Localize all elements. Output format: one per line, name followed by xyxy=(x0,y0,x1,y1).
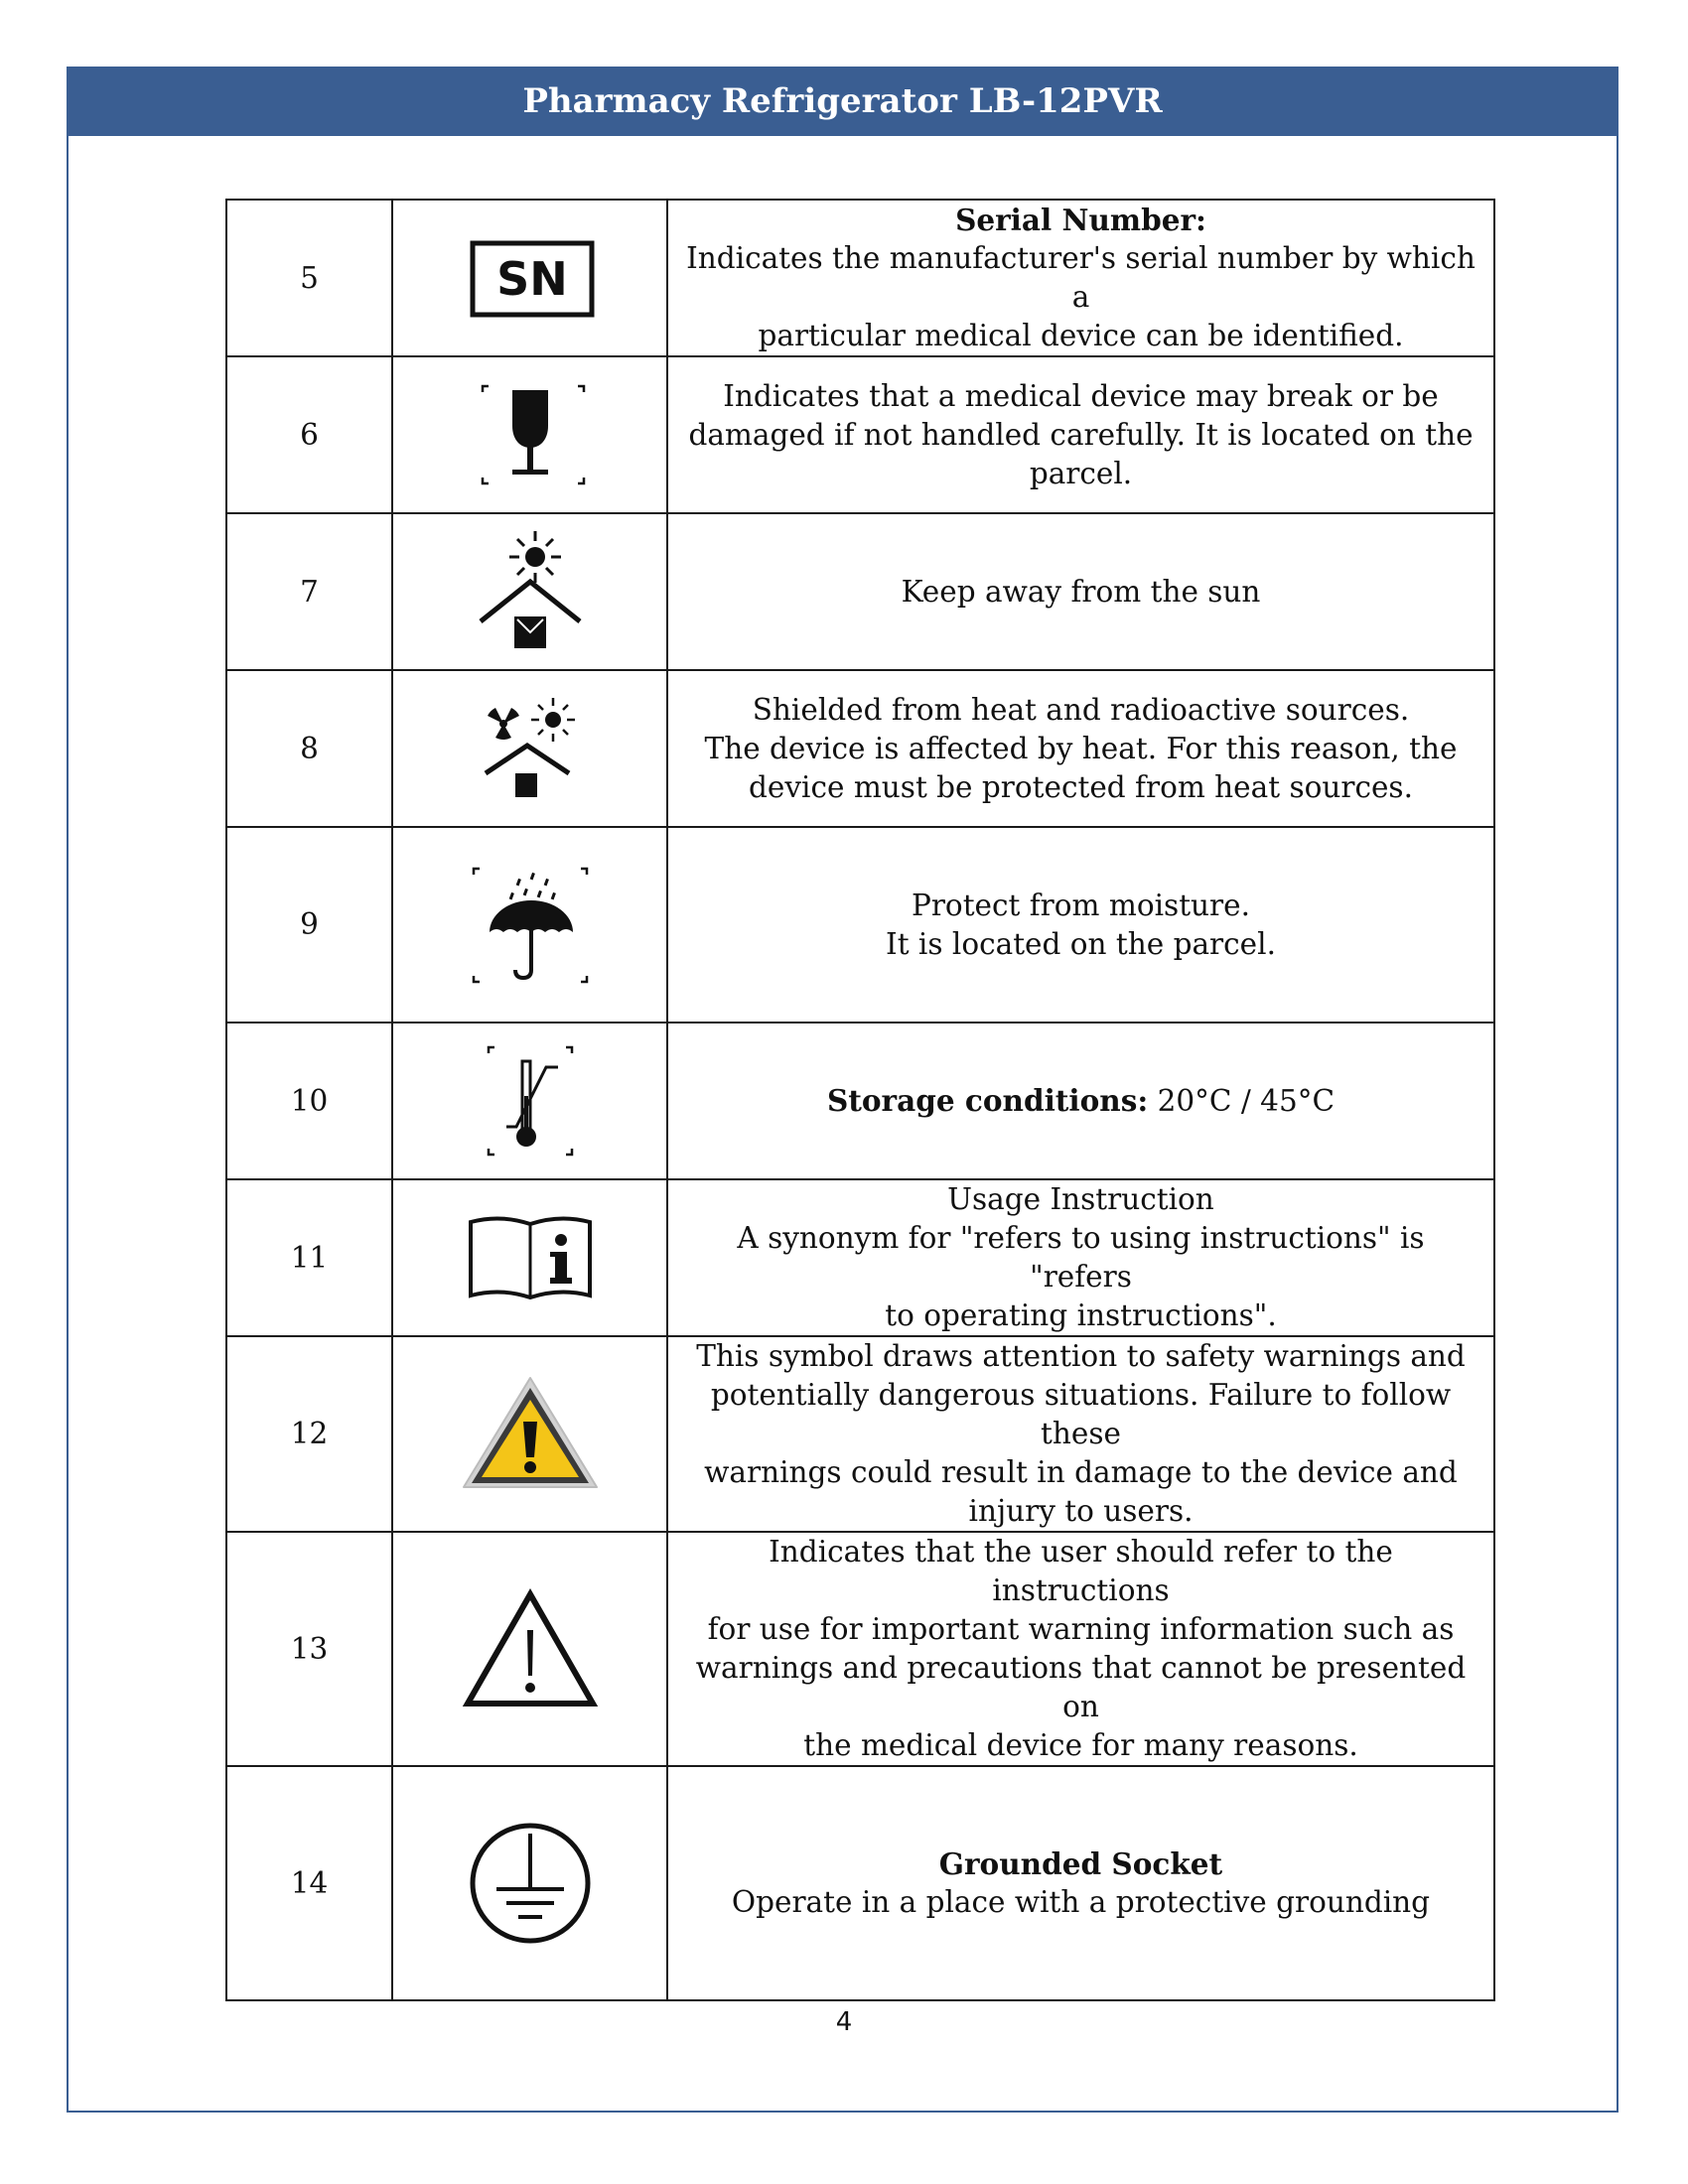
description-line: A synonym for "refers to using instructions" is "refers xyxy=(737,1221,1425,1294)
row-number: 14 xyxy=(226,1766,392,2000)
description-cell xyxy=(667,513,1494,670)
table-row xyxy=(226,200,1494,356)
storage-value: 20°C / 45°C xyxy=(1148,1084,1336,1118)
description-line: Usage Instruction xyxy=(947,1182,1214,1216)
description-cell xyxy=(667,356,1494,513)
description-cell xyxy=(667,200,1494,356)
symbols-table xyxy=(225,199,1495,2001)
row-number: 5 xyxy=(226,200,392,356)
description-line: Indicates the manufacturer's serial number by which a xyxy=(686,241,1476,314)
description-line: the medical device for many reasons. xyxy=(803,1728,1358,1762)
page-header: Pharmacy Refrigerator LB-12PVR xyxy=(67,67,1618,136)
description-line: Shielded from heat and radioactive sources. xyxy=(752,692,1410,727)
symbol-cell xyxy=(392,513,667,670)
caution-icon xyxy=(456,1584,605,1713)
protect-from-heat-radioactive-icon xyxy=(466,694,595,803)
keep-away-from-sun-icon xyxy=(471,527,590,656)
table-row xyxy=(226,1532,1494,1766)
description-cell xyxy=(667,1179,1494,1336)
keep-dry-umbrella-icon xyxy=(466,861,595,990)
description-line: device must be protected from heat sources. xyxy=(749,769,1413,804)
description-line: Protect from moisture. xyxy=(911,887,1250,922)
serial-number-icon-text: SN xyxy=(495,252,568,306)
description-line: It is located on the parcel. xyxy=(886,926,1276,961)
description-line: Keep away from the sun xyxy=(901,574,1261,609)
description-line: damaged if not handled carefully. It is located on the xyxy=(688,417,1474,452)
row-number: 6 xyxy=(226,356,392,513)
description-title: Serial Number: xyxy=(955,203,1206,237)
row-number: 12 xyxy=(226,1336,392,1532)
description-line: warnings could result in damage to the device and xyxy=(704,1455,1458,1489)
row-number: 10 xyxy=(226,1023,392,1179)
symbol-cell xyxy=(392,1336,667,1532)
symbol-cell xyxy=(392,827,667,1023)
symbol-cell xyxy=(392,200,667,356)
description-line: particular medical device can be identified. xyxy=(758,319,1404,352)
description-line: parcel. xyxy=(1029,456,1133,490)
description-cell xyxy=(667,1336,1494,1532)
description-cell xyxy=(667,1023,1494,1179)
row-number: 7 xyxy=(226,513,392,670)
description-cell xyxy=(667,1532,1494,1766)
description-cell xyxy=(667,670,1494,827)
symbol-cell xyxy=(392,1766,667,2000)
row-number: 8 xyxy=(226,670,392,827)
table-row xyxy=(226,513,1494,670)
table-row xyxy=(226,1766,1494,2000)
description-cell xyxy=(667,827,1494,1023)
description-line: injury to users. xyxy=(968,1494,1194,1528)
row-number: 9 xyxy=(226,827,392,1023)
description-line: warnings and precautions that cannot be presented on xyxy=(695,1651,1467,1723)
symbol-cell xyxy=(392,356,667,513)
symbol-cell xyxy=(392,670,667,827)
serial-number-icon xyxy=(461,233,600,323)
row-number: 11 xyxy=(226,1179,392,1336)
temperature-limit-icon xyxy=(471,1041,590,1160)
table-row xyxy=(226,1336,1494,1532)
symbol-cell xyxy=(392,1532,667,1766)
table-row xyxy=(226,356,1494,513)
ground-icon xyxy=(461,1814,600,1953)
description-line: Indicates that the user should refer to the instructions xyxy=(769,1535,1393,1607)
description-line: potentially dangerous situations. Failure to follow these xyxy=(710,1378,1452,1450)
yellow-warning-icon xyxy=(456,1370,605,1499)
row-number: 13 xyxy=(226,1532,392,1766)
symbol-cell xyxy=(392,1023,667,1179)
table-row xyxy=(226,1023,1494,1179)
table-row xyxy=(226,670,1494,827)
page-number: 4 xyxy=(835,2007,853,2037)
storage-label: Storage conditions: xyxy=(826,1083,1149,1118)
table-row xyxy=(226,1179,1494,1336)
description-line: This symbol draws attention to safety warnings and xyxy=(696,1339,1466,1373)
instruction-manual-icon xyxy=(461,1208,600,1307)
description-line: for use for important warning information such as xyxy=(707,1612,1455,1646)
description-line: to operating instructions". xyxy=(885,1298,1277,1332)
fragile-icon xyxy=(471,380,590,489)
description-line: Indicates that a medical device may break or be xyxy=(723,378,1439,413)
description-line: Operate in a place with a protective grounding xyxy=(731,1885,1431,1919)
description-cell xyxy=(667,1766,1494,2000)
symbol-cell xyxy=(392,1179,667,1336)
description-title: Grounded Socket xyxy=(938,1846,1223,1881)
table-row xyxy=(226,827,1494,1023)
description-line: The device is affected by heat. For this reason, the xyxy=(704,731,1458,765)
